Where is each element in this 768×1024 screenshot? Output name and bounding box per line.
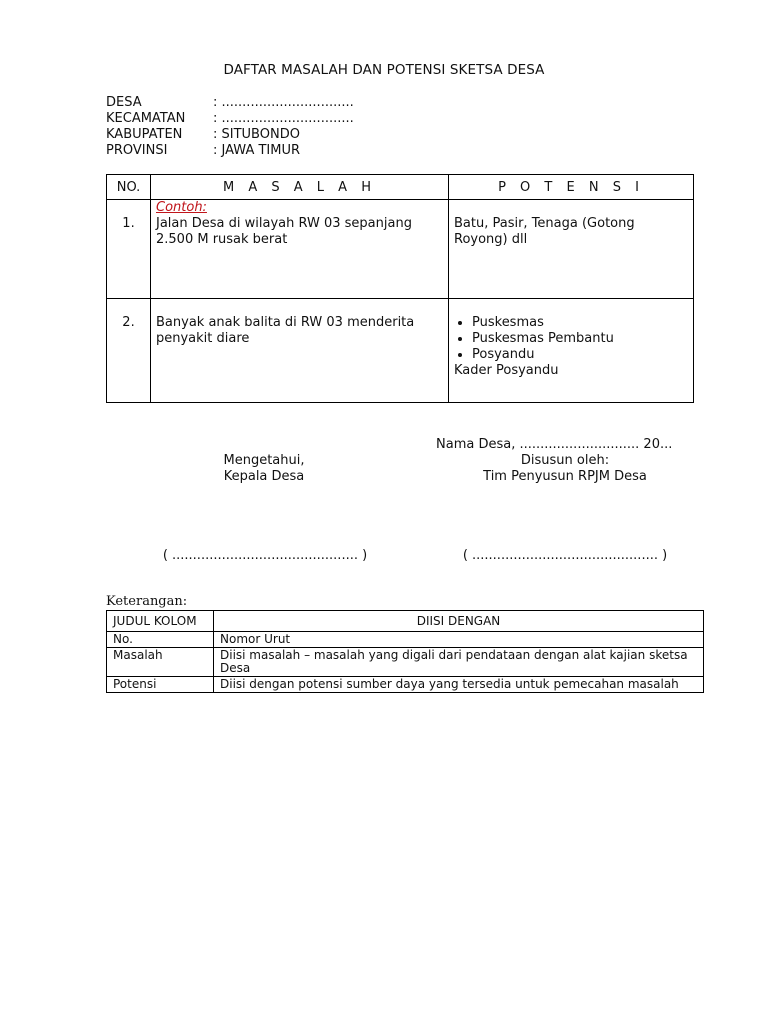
- row-number-cell: [107, 200, 151, 299]
- masalah-cell: [151, 299, 449, 403]
- keterangan-table: [106, 610, 704, 693]
- info-row-desa: [106, 95, 354, 111]
- potensi-list: [454, 315, 688, 363]
- place-date: Nama Desa, ............................. 20...: [436, 437, 673, 452]
- info-value: : ................................: [213, 111, 354, 126]
- header-masalah: M A S A L A H: [151, 175, 449, 200]
- info-label: PROVINSI: [106, 143, 168, 158]
- keterangan-desc: Diisi masalah – masalah yang digali dari pendataan dengan alat kajian sketsa Desa: [214, 648, 704, 677]
- kepala-desa-label: Kepala Desa: [223, 469, 305, 484]
- potensi-cell: [449, 299, 694, 403]
- location-info: [106, 95, 354, 159]
- potensi-text: Batu, Pasir, Tenaga (Gotong Royong) dll: [454, 216, 635, 247]
- info-value: : ................................: [213, 95, 354, 110]
- signature-right-block: [440, 453, 690, 485]
- table-row: [107, 648, 704, 677]
- keterangan-header-cell: JUDUL KOLOM: [107, 611, 214, 632]
- table-row: [107, 632, 704, 648]
- table-row: [107, 200, 694, 299]
- row-number: 1.: [122, 216, 135, 231]
- contoh-label: Contoh:: [156, 200, 207, 215]
- masalah-text: Banyak anak balita di RW 03 menderita penyakit diare: [156, 315, 415, 346]
- keterangan-desc: Diisi dengan potensi sumber daya yang tersedia untuk pemecahan masalah: [214, 677, 704, 693]
- keterangan-header-cell: DIISI DENGAN: [214, 611, 704, 632]
- table-header-row: [107, 175, 694, 200]
- info-value: : SITUBONDO: [213, 127, 300, 142]
- mengetahui-label: Mengetahui,: [223, 453, 305, 468]
- keterangan-header-row: [107, 611, 704, 632]
- signature-left-block: [164, 453, 364, 485]
- info-label: KECAMATAN: [106, 111, 186, 126]
- problem-potential-table: [106, 174, 694, 403]
- table-row: [107, 299, 694, 403]
- table-row: [107, 677, 704, 693]
- info-label: DESA: [106, 95, 142, 110]
- masalah-text: Jalan Desa di wilayah RW 03 sepanjang 2.500 M rusak berat: [156, 216, 412, 247]
- potensi-cell: [449, 200, 694, 299]
- document-title: DAFTAR MASALAH DAN POTENSI SKETSA DESA: [223, 62, 545, 78]
- info-row-kabupaten: [106, 127, 354, 143]
- signature-left-name: ( ............................................. ): [162, 548, 368, 563]
- list-item: • Puskesmas Pembantu: [472, 331, 688, 347]
- potensi-extra: Kader Posyandu: [454, 363, 559, 378]
- keterangan-key: No.: [107, 632, 214, 648]
- masalah-cell: [151, 200, 449, 299]
- list-item: • Posyandu: [472, 347, 688, 363]
- keterangan-desc: Nomor Urut: [214, 632, 704, 648]
- signature-right-name: ( ............................................. ): [462, 548, 668, 563]
- row-number-cell: [107, 299, 151, 403]
- keterangan-key: Masalah: [107, 648, 214, 677]
- info-row-kecamatan: [106, 111, 354, 127]
- info-label: KABUPATEN: [106, 127, 183, 142]
- header-no: NO.: [107, 175, 151, 200]
- disusun-oleh-label: Disusun oleh:: [520, 453, 610, 468]
- tim-penyusun-label: Tim Penyusun RPJM Desa: [483, 469, 647, 484]
- row-number: 2.: [122, 315, 135, 330]
- header-potensi: P O T E N S I: [449, 175, 694, 200]
- keterangan-key: Potensi: [107, 677, 214, 693]
- keterangan-title: Keterangan:: [106, 594, 188, 609]
- info-value: : JAWA TIMUR: [213, 143, 301, 158]
- info-row-provinsi: [106, 143, 354, 159]
- list-item: • Puskesmas: [472, 315, 688, 331]
